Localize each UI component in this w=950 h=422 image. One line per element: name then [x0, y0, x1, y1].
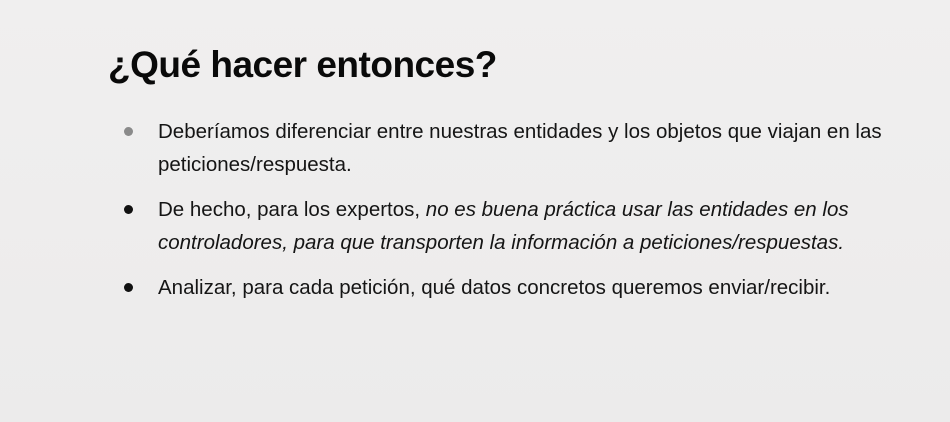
bullet-text: Deberíamos diferenciar entre nuestras entidades y los objetos que viajan en las peticiones/respuesta. [158, 120, 882, 176]
bullet-text: De hecho, para los expertos, [158, 198, 426, 221]
bullet-item [122, 194, 882, 259]
slide-title: ¿Qué hacer entonces? [108, 44, 497, 85]
bullet-item [122, 272, 882, 305]
bullet-list [122, 116, 882, 305]
bullet-text: Analizar, para cada petición, qué datos concretos queremos enviar/recibir. [158, 276, 831, 299]
bullet-dot-icon [124, 127, 133, 136]
bullet-text-emphasis: no es buena práctica usar las entidades en los controladores, para que transporten la información a peticiones/respuestas. [158, 198, 849, 254]
bullet-dot-icon [124, 205, 133, 214]
bullet-dot-icon [124, 283, 133, 292]
bullet-item [122, 116, 882, 181]
